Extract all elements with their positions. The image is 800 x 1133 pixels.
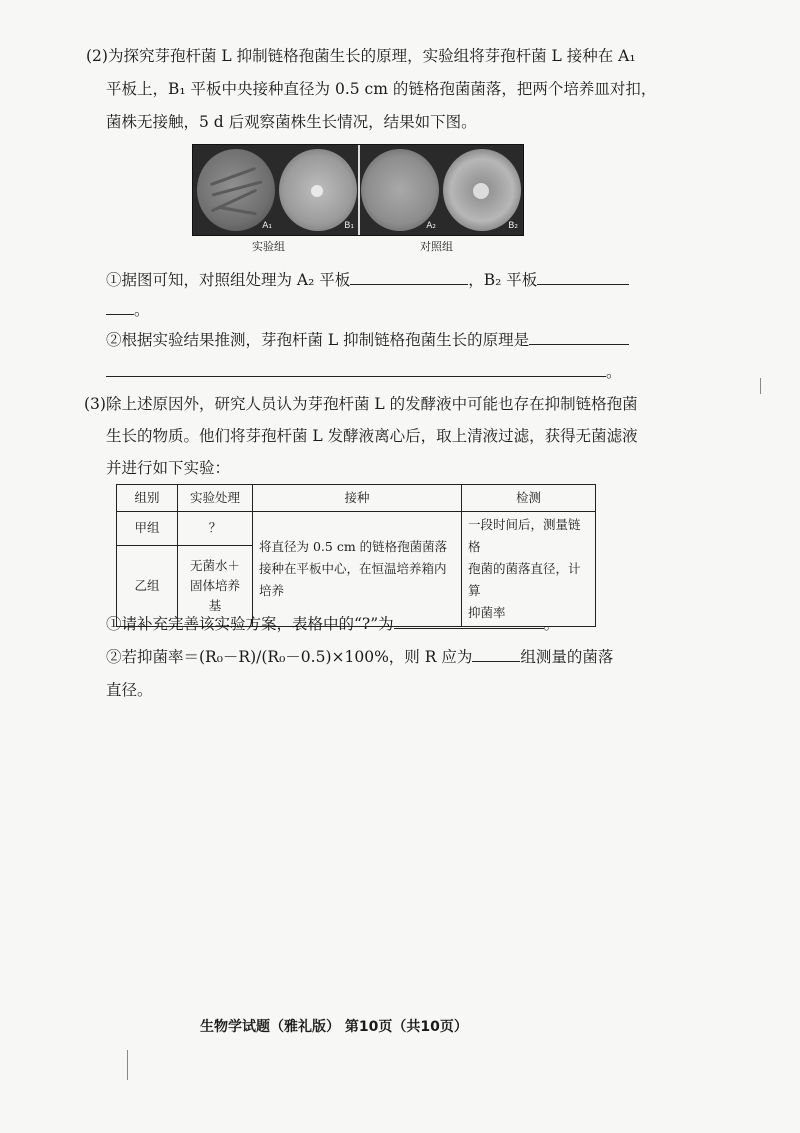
q2-sub2-cont [106, 360, 622, 384]
experiment-table [116, 484, 596, 627]
table-header-row [117, 485, 596, 512]
q3-sub2-line-2: 直径。 [106, 681, 153, 699]
q2-sub2 [106, 328, 629, 352]
dish-a1-label: A₁ [262, 221, 272, 231]
q3-sub1-blank[interactable] [394, 612, 544, 629]
treatment-b-line-1: 无菌水＋ [189, 557, 240, 573]
q3-sub2 [106, 645, 613, 669]
dish-a1 [197, 149, 275, 231]
q3-line-1: (3)除上述原因外，研究人员认为芽孢杆菌 L 的发酵液中可能也存在抑制链格孢菌 [84, 395, 638, 413]
q2-line-3: 菌株无接触，5 d 后观察菌株生长情况，结果如下图。 [106, 113, 477, 131]
page-footer: 生物学试题（雅礼版） 第10页（共10页） [200, 1019, 468, 1035]
caption-control-group: 对照组 [420, 240, 453, 253]
table-cell-detection [462, 512, 596, 627]
q2-sub1-blank-a2[interactable] [350, 268, 468, 285]
table-header-treatment: 实验处理 [178, 485, 253, 512]
q3-sub1-text: ①请补充完善该实验方案，表格中的“?”为 [106, 615, 394, 633]
q2-sub1-text: ①据图可知，对照组处理为 A₂ 平板 [106, 271, 351, 289]
dish-b1-label: B₁ [344, 221, 354, 231]
q3-line-2: 生长的物质。他们将芽孢杆菌 L 发酵液离心后，取上清液过滤，获得无菌滤液 [106, 427, 638, 445]
q3-sub1-end: 。 [543, 615, 560, 633]
table-header-group: 组别 [117, 485, 178, 512]
q2-sub2-blank-2[interactable] [106, 360, 606, 377]
inoculation-line-3: 培养 [259, 583, 285, 598]
q2-sub1-blank-b2[interactable] [537, 268, 629, 285]
inoculation-line-1: 将直径为 0.5 cm 的链格孢菌菌落 [259, 539, 448, 554]
q2-sub1-mid: ，B₂ 平板 [468, 271, 538, 289]
dish-a2 [361, 149, 439, 231]
q3-sub2-blank[interactable] [472, 645, 520, 662]
detection-line-1: 一段时间后，测量链格 [468, 517, 581, 554]
dish-a2-label: A₂ [426, 221, 436, 231]
q2-sub1-cont [106, 298, 150, 322]
detection-line-3: 抑菌率 [468, 605, 506, 620]
q2-sub1-end: 。 [134, 301, 150, 319]
treatment-b-line-2: 固体培养基 [189, 577, 240, 613]
scan-artifact [760, 378, 761, 394]
table-cell-inoculation [253, 512, 462, 627]
photo-divider [358, 145, 360, 235]
q2-line-2: 平板上，B₁ 平板中央接种直径为 0.5 cm 的链格孢菌菌落，把两个培养皿对扣， [106, 80, 657, 98]
detection-line-2: 孢菌的菌落直径，计算 [468, 561, 581, 598]
table-row [117, 512, 596, 546]
q3-sub2-text: ②若抑菌率＝(R₀－R)/(R₀－0.5)×100%，则 R 应为 [106, 648, 473, 666]
scan-artifact [127, 1050, 128, 1080]
table-cell-group-b: 乙组 [117, 545, 178, 626]
table-cell-group-a: 甲组 [117, 512, 178, 546]
q2-line-1: (2)为探究芽孢杆菌 L 抑制链格孢菌生长的原理，实验组将芽孢杆菌 L 接种在 A₁ [86, 47, 636, 65]
q3-sub1 [106, 612, 559, 636]
q2-sub1 [106, 268, 629, 292]
q2-sub2-text: ②根据实验结果推测，芽孢杆菌 L 抑制链格孢菌生长的原理是 [106, 331, 530, 349]
dish-b1 [279, 149, 357, 231]
q2-sub1-blank-b2-cont[interactable] [106, 298, 134, 315]
q3-line-3: 并进行如下实验： [106, 459, 231, 477]
q2-sub2-end: 。 [606, 363, 622, 381]
inoculation-line-2: 接种在平板中心，在恒温培养箱内 [259, 561, 447, 576]
table-header-inoculation: 接种 [253, 485, 462, 512]
q3-sub2-end: 组测量的菌落 [520, 648, 614, 666]
table-header-detection: 检测 [462, 485, 596, 512]
petri-dish-photo [192, 144, 524, 236]
dish-b2 [443, 149, 521, 231]
caption-experiment-group: 实验组 [252, 240, 285, 253]
q2-sub2-blank-1[interactable] [529, 328, 629, 345]
table-cell-treatment-a[interactable]: ？ [178, 512, 253, 546]
dish-b2-label: B₂ [508, 221, 518, 231]
